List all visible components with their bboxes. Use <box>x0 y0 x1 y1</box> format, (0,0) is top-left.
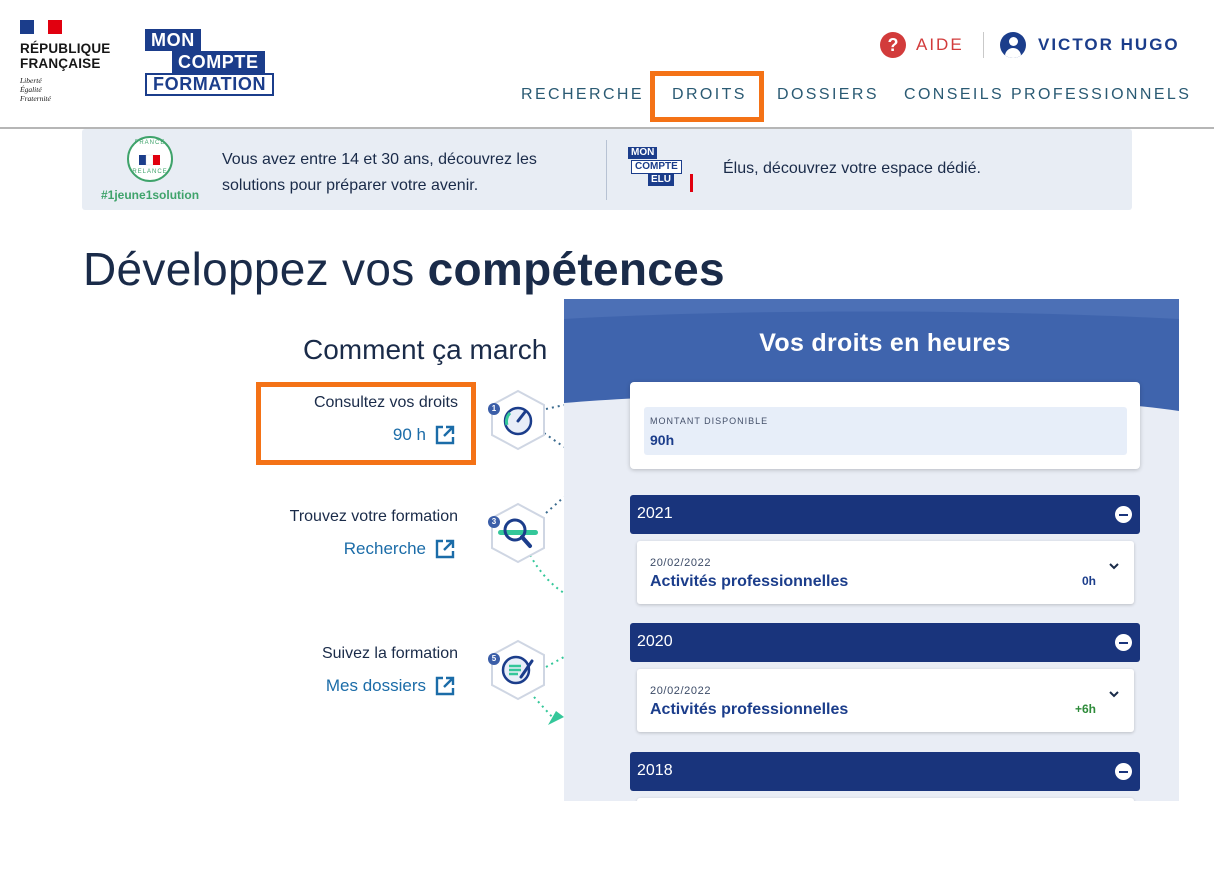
year-label: 2020 <box>637 633 673 650</box>
help-label: AIDE <box>916 35 964 54</box>
my-files-link-label: Mes dossiers <box>325 676 426 695</box>
flag-icon <box>139 153 161 167</box>
relance-badge-bottom: RELANCE <box>132 169 168 175</box>
nav-conseils-professionnels[interactable]: CONSEILS PROFESSIONNELS <box>904 86 1192 103</box>
chevron-down-icon[interactable] <box>1107 559 1121 573</box>
available-amount-card <box>630 382 1140 469</box>
elu-space-link[interactable]: Élus, découvrez votre espace dédié. <box>723 160 981 177</box>
magnifier-icon <box>488 502 548 564</box>
minus-circle-icon[interactable] <box>1115 506 1132 523</box>
logo-line-formation: FORMATION <box>145 73 274 96</box>
year-label: 2018 <box>637 762 673 779</box>
year-section-2020[interactable] <box>630 623 1140 662</box>
entry-hours: 0h <box>1081 574 1096 588</box>
gov-logo-line1: RÉPUBLIQUE <box>20 41 111 56</box>
mon-compte-elu-logo[interactable] <box>628 147 704 193</box>
logo-line-mon: MON <box>145 29 201 51</box>
page-title-bold: compétences <box>427 243 725 295</box>
entry-date: 20/02/2022 <box>650 557 712 569</box>
page-title-regular: Développez vos <box>83 243 428 295</box>
minus-circle-icon[interactable] <box>1115 763 1132 780</box>
my-files-link[interactable] <box>196 675 456 697</box>
year-section-2021[interactable] <box>630 495 1140 534</box>
step-number-badge: 3 <box>488 516 500 528</box>
step-consult-rights-label: Consultez vos droits <box>313 394 458 411</box>
search-link-label: Recherche <box>343 539 426 558</box>
external-link-icon <box>434 675 456 697</box>
gov-logo[interactable] <box>20 20 130 110</box>
step-number-badge: 5 <box>488 653 500 665</box>
page-title <box>83 242 725 296</box>
year-section-2018[interactable] <box>630 752 1140 791</box>
logo-line-compte: COMPTE <box>172 51 265 73</box>
nav-dossiers[interactable]: DOSSIERS <box>777 86 879 103</box>
rights-hours-value: 90 h <box>392 425 426 444</box>
available-amount-box <box>644 407 1127 455</box>
available-amount-value: 90h <box>650 432 675 448</box>
entry-title: Activités professionnelles <box>650 573 849 590</box>
hashtag-link[interactable]: #1jeune1solution <box>101 188 200 202</box>
user-name: VICTOR HUGO <box>1038 35 1180 54</box>
search-link[interactable] <box>196 538 456 560</box>
banner-divider <box>606 140 607 200</box>
help-link[interactable] <box>880 31 964 59</box>
rights-entry-card[interactable] <box>637 541 1134 604</box>
year-label: 2021 <box>637 505 673 522</box>
chevron-down-icon[interactable] <box>1107 687 1121 701</box>
entry-title: Activités professionnelles <box>650 701 849 718</box>
nav-droits[interactable]: DROITS <box>672 86 747 103</box>
gauge-icon <box>488 389 548 451</box>
entry-date: 20/02/2022 <box>650 685 712 697</box>
elu-logo-line3: ELU <box>648 174 674 186</box>
user-account-link[interactable] <box>1000 31 1180 59</box>
available-amount-label: MONTANT DISPONIBLE <box>650 416 769 426</box>
french-flag-icon <box>20 20 62 34</box>
highlight-box-consult-rights <box>256 382 476 465</box>
entry-hours: +6h <box>1074 702 1096 716</box>
rights-entry-card[interactable] <box>637 669 1134 732</box>
step-find-training-label: Trouvez votre formation <box>289 508 458 525</box>
rights-panel <box>564 299 1179 801</box>
gov-motto-1: Liberté <box>20 76 42 85</box>
france-relance-logo <box>127 136 173 182</box>
header-divider <box>983 32 984 58</box>
gov-logo-line2: FRANÇAISE <box>20 56 101 71</box>
external-link-icon <box>434 538 456 560</box>
question-circle-icon: ? <box>880 32 906 58</box>
mon-compte-formation-logo[interactable] <box>145 29 279 99</box>
minus-circle-icon[interactable] <box>1115 634 1132 651</box>
how-it-works-title: Comment ça march <box>303 334 548 365</box>
user-circle-icon <box>1000 32 1026 58</box>
elu-logo-line2: COMPTE <box>631 160 682 174</box>
document-check-icon <box>488 639 548 701</box>
highlight-box-nav-droits <box>650 71 764 122</box>
step-follow-training-label: Suivez la formation <box>321 645 458 662</box>
relance-badge-top: FRANCE <box>134 140 166 146</box>
youth-solutions-link[interactable]: Vous avez entre 14 et 30 ans, découvrez les solutions pour préparer votre avenir. <box>222 151 537 194</box>
nav-recherche[interactable]: RECHERCHE <box>521 86 644 103</box>
gov-motto-3: Fraternité <box>20 94 51 103</box>
rights-entry-card-partial[interactable] <box>637 798 1134 801</box>
step-number-badge: 1 <box>488 403 500 415</box>
elu-logo-line1: MON <box>628 147 657 159</box>
gov-motto-2: Égalité <box>20 85 42 94</box>
rights-panel-title: Vos droits en heures <box>759 329 1011 357</box>
